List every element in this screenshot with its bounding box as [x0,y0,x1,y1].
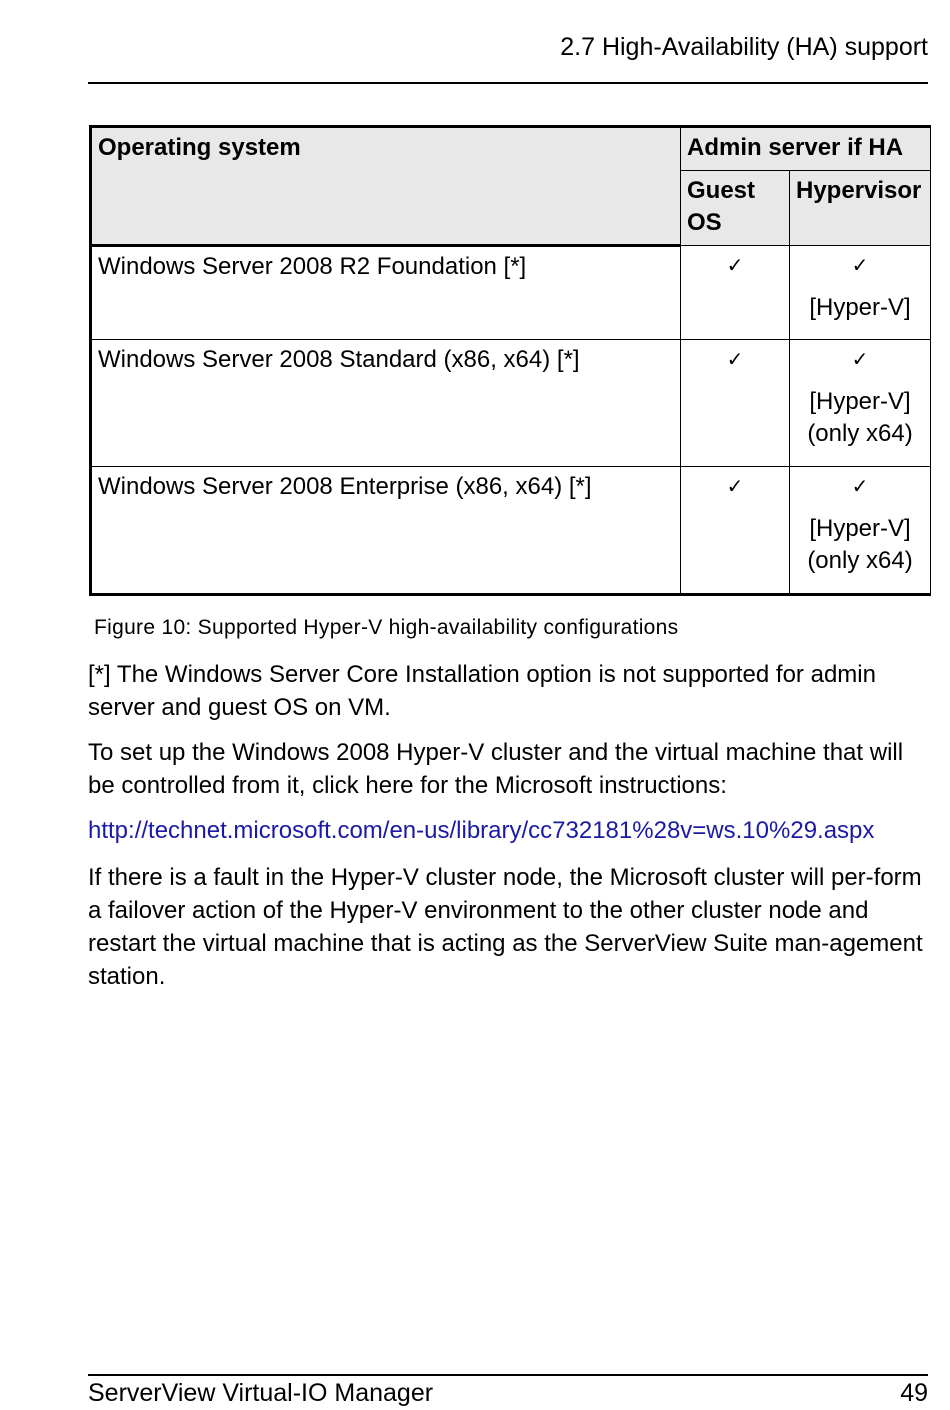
table-row [91,246,931,340]
os-cell: Windows Server 2008 Standard (x86, x64) [*] [91,340,681,467]
hypervisor-label: [Hyper-V] [809,515,911,542]
col-header-admin: Admin server if HA [681,127,931,171]
check-icon: ✓ [851,253,869,277]
hypervisor-note: (only x64) [807,547,913,574]
hypervisor-label: [Hyper-V] [809,388,911,415]
col-header-hypervisor: Hypervisor [790,171,931,246]
hypervisor-note: (only x64) [807,420,913,447]
check-icon: ✓ [726,253,744,277]
check-icon: ✓ [851,347,869,371]
failover-paragraph: If there is a fault in the Hyper-V cluster node, the Microsoft cluster will per-form a failover action of the Hyper-V environment to the other cluster node and restart the virtual machine that is acting as the ServerView Suite man-agement station. [88,864,923,990]
table-header-row [91,127,931,171]
os-cell: Windows Server 2008 R2 Foundation [*] [91,246,681,340]
col-header-guest-os: Guest OS [681,171,790,246]
instructions-paragraph: To set up the Windows 2008 Hyper-V cluster and the virtual machine that will be controlled from it, click here for the Microsoft instructions: [88,739,904,799]
hypervisor-cell [790,467,931,595]
page-footer [88,1374,928,1410]
table-row [91,467,931,595]
check-icon: ✓ [726,347,744,371]
os-support-table [89,125,931,596]
section-title: 2.7 High-Availability (HA) support [560,33,928,61]
guest-os-cell [681,340,790,467]
os-cell: Windows Server 2008 Enterprise (x86, x64) [*] [91,467,681,595]
footnote-paragraph: [*] The Windows Server Core Installation option is not supported for admin server and guest OS on VM. [88,661,876,721]
hypervisor-label: [Hyper-V] [809,294,911,321]
microsoft-instructions-link[interactable]: http://technet.microsoft.com/en-us/library/cc732181%28v=ws.10%29.aspx [88,817,875,844]
guest-os-cell [681,467,790,595]
guest-os-cell [681,246,790,340]
check-icon: ✓ [851,474,869,498]
col-header-os: Operating system [91,127,681,246]
check-icon: ✓ [726,474,744,498]
table-row [91,340,931,467]
hypervisor-cell [790,246,931,340]
hypervisor-cell [790,340,931,467]
product-name: ServerView Virtual-IO Manager [88,1379,434,1407]
page-number: 49 [900,1379,928,1407]
figure-caption: Figure 10: Supported Hyper-V high-availability configurations [94,616,679,639]
page-header [88,30,928,84]
